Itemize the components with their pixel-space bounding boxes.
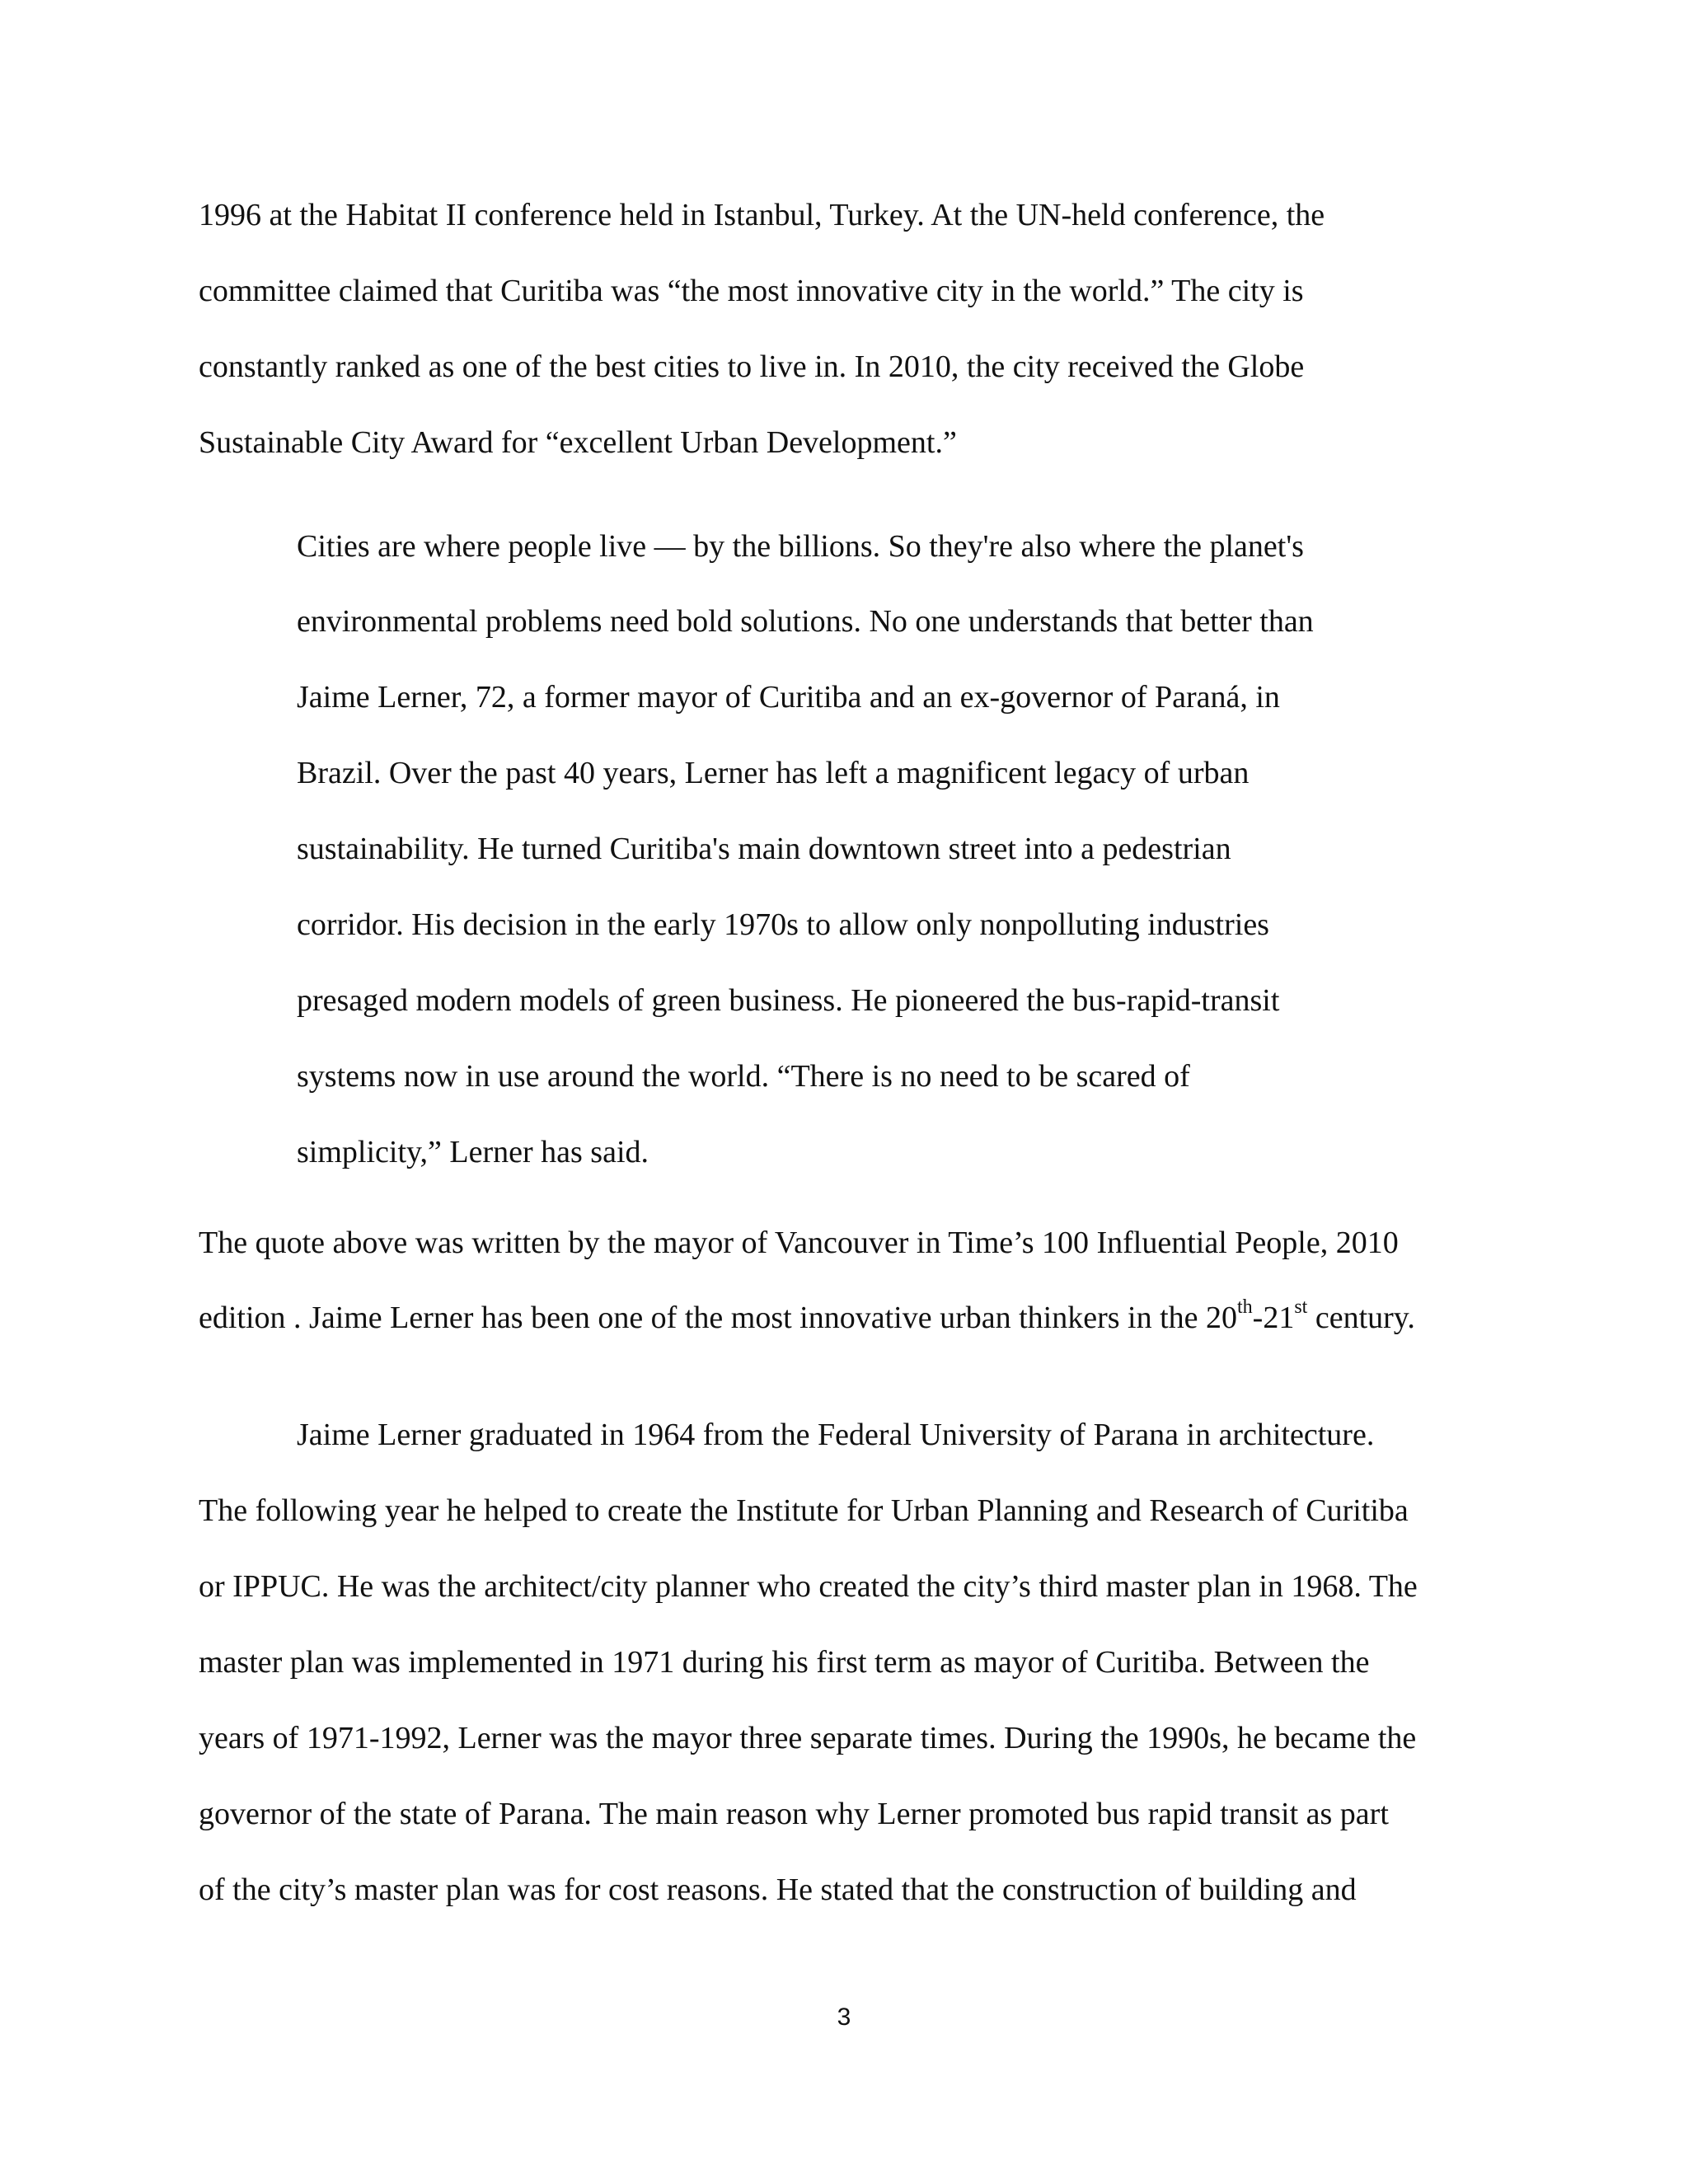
century-range-separator: -21 bbox=[1252, 1301, 1295, 1335]
page-number: 3 bbox=[837, 2004, 851, 2031]
paragraph-3-line-1: Jaime Lerner graduated in 1964 from the Federal University of Parana in architecture. bbox=[297, 1418, 1375, 1452]
paragraph-3-line-4: master plan was implemented in 1971 during his first term as mayor of Curitiba. Between the bbox=[199, 1645, 1370, 1680]
paragraph-2-line-2-text: edition . Jaime Lerner has been one of the most innovative urban thinkers in the 20 bbox=[199, 1301, 1237, 1335]
paragraph-3-line-7: of the city’s master plan was for cost reasons. He stated that the construction of building and bbox=[199, 1872, 1357, 1907]
block-quote-line-3: Jaime Lerner, 72, a former mayor of Curitiba and an ex-governor of Paraná, in bbox=[297, 680, 1280, 715]
block-quote-line-8: systems now in use around the world. “There is no need to be scared of bbox=[297, 1059, 1190, 1094]
superscript-th: th bbox=[1237, 1296, 1253, 1319]
block-quote-line-6: corridor. His decision in the early 1970s to allow only nonpolluting industries bbox=[297, 907, 1269, 942]
paragraph-3-line-6: governor of the state of Parana. The main reason why Lerner promoted bus rapid transit as part bbox=[199, 1797, 1389, 1831]
superscript-st: st bbox=[1294, 1296, 1308, 1319]
block-quote-line-1: Cities are where people live — by the billions. So they're also where the planet's bbox=[297, 529, 1304, 564]
paragraph-3-line-3: or IPPUC. He was the architect/city planner who created the city’s third master plan in 1968. The bbox=[199, 1569, 1418, 1604]
paragraph-3-line-5: years of 1971-1992, Lerner was the mayor three separate times. During the 1990s, he became the bbox=[199, 1721, 1417, 1755]
block-quote-line-7: presaged modern models of green business. He pioneered the bus-rapid-transit bbox=[297, 983, 1280, 1018]
block-quote-line-9: simplicity,” Lerner has said. bbox=[297, 1135, 649, 1169]
paragraph-2-line-2 bbox=[199, 1296, 1415, 1337]
paragraph-1-line-2: committee claimed that Curitiba was “the most innovative city in the world.” The city is bbox=[199, 274, 1304, 308]
paragraph-2-line-1: The quote above was written by the mayor of Vancouver in Time’s 100 Influential People, 2010 bbox=[199, 1226, 1399, 1260]
paragraph-3-line-2: The following year he helped to create the Institute for Urban Planning and Research of Curitiba bbox=[199, 1493, 1409, 1528]
paragraph-1-line-3: constantly ranked as one of the best cities to live in. In 2010, the city received the Globe bbox=[199, 349, 1305, 384]
paragraph-1-line-4: Sustainable City Award for “excellent Urban Development.” bbox=[199, 425, 957, 460]
block-quote-line-5: sustainability. He turned Curitiba's main downtown street into a pedestrian bbox=[297, 832, 1231, 866]
paragraph-1-line-1: 1996 at the Habitat II conference held in Istanbul, Turkey. At the UN-held conference, the bbox=[199, 198, 1325, 232]
block-quote-line-2: environmental problems need bold solutions. No one understands that better than bbox=[297, 604, 1314, 639]
century-word: century. bbox=[1307, 1301, 1415, 1335]
block-quote-line-4: Brazil. Over the past 40 years, Lerner has left a magnificent legacy of urban bbox=[297, 756, 1250, 790]
